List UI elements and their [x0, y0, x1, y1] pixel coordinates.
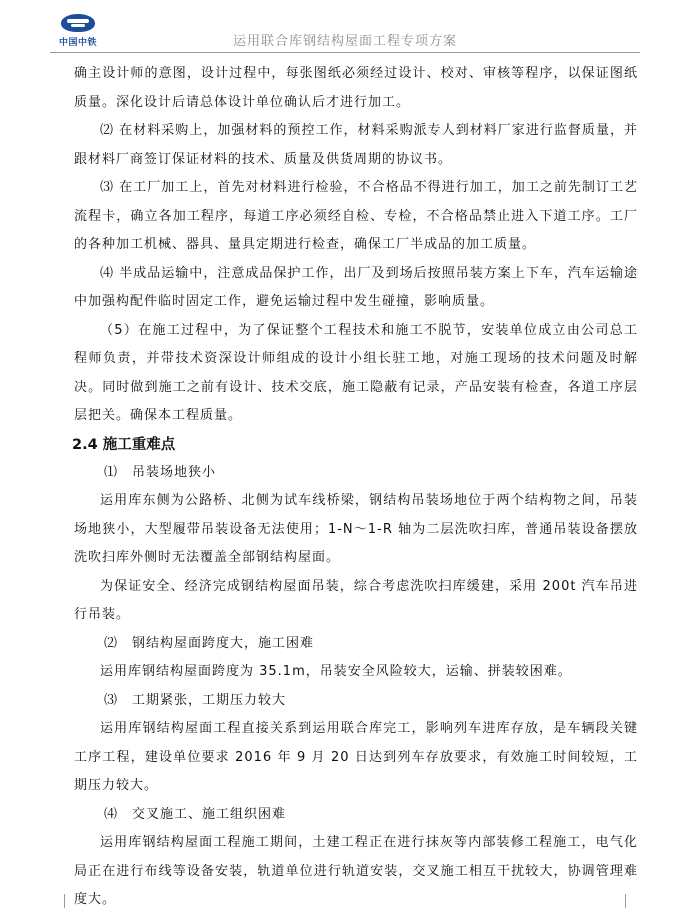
paragraph: ⑷ 半成品运输中，注意成品保护工作，出厂及到场后按照吊装方案上下车，汽车运输途中加强构配件临时固定工作，避免运输过程中发生碰撞，影响质量。	[74, 265, 638, 309]
subsection-title-text: 工期紧张，工期压力较大	[132, 692, 287, 708]
document-body	[74, 60, 638, 915]
subsection-number: ⑵	[104, 635, 119, 651]
paragraph: 确主设计师的意图，设计过程中，每张图纸必须经过设计、校对、审核等程序，以保证图纸质量。深化设计后请总体设计单位确认后才进行加工。	[74, 66, 638, 110]
subsection-title-text: 吊装场地狭小	[132, 464, 217, 480]
subsection-number: ⑴	[104, 464, 119, 480]
paragraph: ⑵ 在材料采购上，加强材料的预控工作，材料采购派专人到材料厂家进行监督质量，并跟材料厂商签订保证材料的技术、质量及供货周期的协议书。	[74, 123, 638, 167]
subsection-title	[74, 687, 638, 716]
paragraph: 运用库东侧为公路桥、北侧为试车线桥梁，钢结构吊装场地位于两个结构物之间，吊装场地狭小，大型履带吊装设备无法使用；1-N～1-R 轴为二层洗吹扫库，普通吊装设备摆放洗吹扫库外侧时无法覆盖全部钢结构屋面。	[74, 493, 638, 565]
subsection-title-text: 钢结构屋面跨度大，施工困难	[132, 635, 315, 651]
paragraph: 为保证安全、经济完成钢结构屋面吊装，综合考虑洗吹扫库缓建，采用 200t 汽车吊进行吊装。	[74, 578, 638, 622]
subsection-number: ⑷	[104, 806, 119, 822]
subsection-title	[74, 459, 638, 488]
paragraph: （5）在施工过程中，为了保证整个工程技术和施工不脱节，安装单位成立由公司总工程师负责，并带技术资深设计师组成的设计小组长驻工地，对施工现场的技术问题及时解决。同时做到施工之前有设计、技术交底，施工隐蔽有记录，产品安装有检查，各道工序层层把关。确保本工程质量。	[74, 322, 638, 423]
paragraph: 运用库钢结构屋面跨度为 35.1m，吊装安全风险较大，运输、拼装较困难。	[100, 664, 572, 679]
page-corner-mark	[50, 894, 65, 908]
paragraph: 运用库钢结构屋面工程施工期间，土建工程正在进行抹灰等内部装修工程施工，电气化局正在进行布线等设备安装，轨道单位进行轨道安装，交叉施工相互干扰较大，协调管理难度大。	[74, 835, 638, 907]
subsection-title	[74, 801, 638, 830]
paragraph: ⑶ 在工厂加工上，首先对材料进行检验，不合格品不得进行加工，加工之前先制订工艺流程卡，确立各加工程序，每道工序必须经自检、专检，不合格品禁止进入下道工序。工厂的各种加工机械、器具、量具定期进行检查，确保工厂半成品的加工质量。	[74, 180, 638, 252]
document-header-title: 运用联合库钢结构屋面工程专项方案	[232, 34, 457, 49]
subsection-title	[74, 630, 638, 659]
header-divider	[50, 52, 640, 53]
paragraph: 运用库钢结构屋面工程直接关系到运用联合库完工，影响列车进库存放，是车辆段关键工序工程，建设单位要求 2016 年 9 月 20 日达到列车存放要求，有效施工时间较短，工期压力较大。	[74, 721, 638, 793]
subsection-number: ⑶	[104, 692, 119, 708]
logo-text: 中国中铁	[58, 38, 97, 48]
section-heading: 2.4 施工重难点	[72, 436, 176, 453]
page-corner-mark	[625, 894, 640, 908]
subsection-title-text: 交叉施工、施工组织困难	[132, 806, 287, 822]
